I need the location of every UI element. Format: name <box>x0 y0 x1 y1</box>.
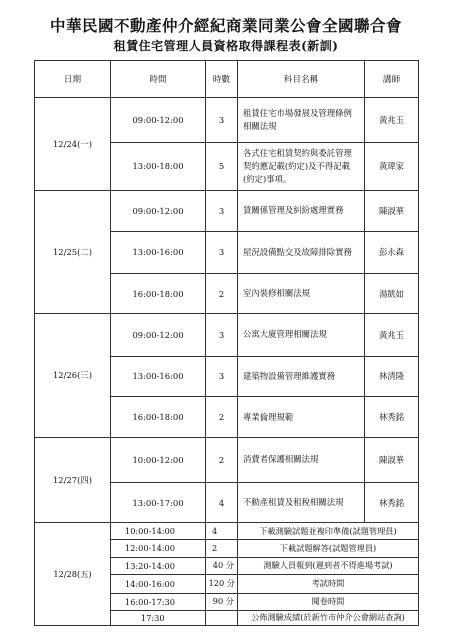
subject-cell: 專業倫理規範 <box>238 397 365 438</box>
time-cell: 16:00-18:00 <box>111 397 206 438</box>
hours-cell: 2 <box>206 397 238 438</box>
time-cell: 13:00-16:00 <box>111 231 206 274</box>
hours-cell: 3 <box>206 231 238 274</box>
hours-cell: 2 <box>206 540 238 557</box>
time-cell: 14:00-16:00 <box>111 574 206 593</box>
subject-cell: 建築物設備管理維護實務 <box>238 356 365 397</box>
lecturer-cell: 林秀銘 <box>365 397 419 438</box>
description-cell: 公佈測驗成績(於新竹市仲介公會網站查詢) <box>238 610 419 625</box>
subject-cell: 賃關係管理及糾紛處理實務 <box>238 190 365 231</box>
column-header-lecturer: 講師 <box>365 61 419 98</box>
hours-cell <box>206 610 238 625</box>
subject-cell: 各式住宅租賃契約與委託管理契約應記載(約定)及不得記載(約定)事項。 <box>238 142 365 190</box>
description-cell: 下載測驗試題並複印準備(試題管理員) <box>238 523 419 540</box>
hours-cell: 4 <box>206 482 238 523</box>
time-cell: 09:00-12:00 <box>111 190 206 231</box>
subject-cell: 消費者保護相關法規 <box>238 437 365 482</box>
table-row <box>35 523 419 540</box>
hours-cell: 4 <box>206 523 238 540</box>
time-cell: 17:30 <box>111 610 206 625</box>
lecturer-cell: 黃兆玉 <box>365 313 419 356</box>
lecturer-cell: 陳淑華 <box>365 190 419 231</box>
subject-cell: 不動產租賃及租稅相關法規 <box>238 482 365 523</box>
table-row <box>35 437 419 482</box>
hours-cell: 5 <box>206 142 238 190</box>
hours-cell: 3 <box>206 190 238 231</box>
time-cell: 09:00-12:00 <box>111 313 206 356</box>
table-row <box>35 190 419 231</box>
time-cell: 12:00-14:00 <box>111 540 206 557</box>
hours-cell: 40 分 <box>206 557 238 574</box>
course-schedule-table <box>34 60 419 626</box>
column-header-hours: 時數 <box>206 61 238 98</box>
page-subtitle: 租賃住宅管理人員資格取得課程表(新訓) <box>113 39 339 53</box>
column-header-subject: 科目名稱 <box>238 61 365 98</box>
hours-cell: 2 <box>206 274 238 314</box>
lecturer-cell: 黃瑋家 <box>365 142 419 190</box>
page-title: 中華民國不動產仲介經紀商業同業公會全國聯合會 <box>49 16 402 35</box>
time-cell: 13:00-16:00 <box>111 356 206 397</box>
time-cell: 13:20-14:00 <box>111 557 206 574</box>
lecturer-cell: 彭永森 <box>365 231 419 274</box>
lecturer-cell: 林清隆 <box>365 356 419 397</box>
description-cell: 閱卷時間 <box>238 593 419 610</box>
date-cell: 12/27(四) <box>35 437 111 523</box>
time-cell: 16:00-17:30 <box>111 593 206 610</box>
date-cell: 12/24(一) <box>35 98 111 191</box>
time-cell: 10:00-14:00 <box>111 523 206 540</box>
subject-cell: 公寓大廈管理相關法規 <box>238 313 365 356</box>
hours-cell: 3 <box>206 356 238 397</box>
subject-cell: 屋況設備點交及故障排除實務 <box>238 231 365 274</box>
subject-cell: 室內裝修相關法規 <box>238 274 365 314</box>
column-header-time: 時間 <box>111 61 206 98</box>
time-cell: 13:00-17:00 <box>111 482 206 523</box>
date-cell: 12/28(五) <box>35 523 111 626</box>
date-cell: 12/25(二) <box>35 190 111 313</box>
time-cell: 09:00-12:00 <box>111 98 206 143</box>
header-row <box>35 61 419 98</box>
time-cell: 13:00-18:00 <box>111 142 206 190</box>
lecturer-cell: 湯凱如 <box>365 274 419 314</box>
lecturer-cell: 黃兆玉 <box>365 98 419 143</box>
date-cell: 12/26(三) <box>35 313 111 437</box>
description-cell: 考試時間 <box>238 574 419 593</box>
time-cell: 16:00-18:00 <box>111 274 206 314</box>
lecturer-cell: 林秀銘 <box>365 482 419 523</box>
hours-cell: 2 <box>206 437 238 482</box>
hours-cell: 90 分 <box>206 593 238 610</box>
hours-cell: 120 分 <box>206 574 238 593</box>
table-row <box>35 98 419 143</box>
subject-cell: 租賃住宅市場發展及管理條例相關法規 <box>238 98 365 143</box>
table-row <box>35 313 419 356</box>
time-cell: 10:00-12:00 <box>111 437 206 482</box>
description-cell: 下載試題解答(試題管理員) <box>238 540 419 557</box>
hours-cell: 3 <box>206 98 238 143</box>
column-header-date: 日期 <box>35 61 111 98</box>
hours-cell: 3 <box>206 313 238 356</box>
lecturer-cell: 陳淑華 <box>365 437 419 482</box>
description-cell: 測驗人員報到(遲到者不得進場考試) <box>238 557 419 574</box>
